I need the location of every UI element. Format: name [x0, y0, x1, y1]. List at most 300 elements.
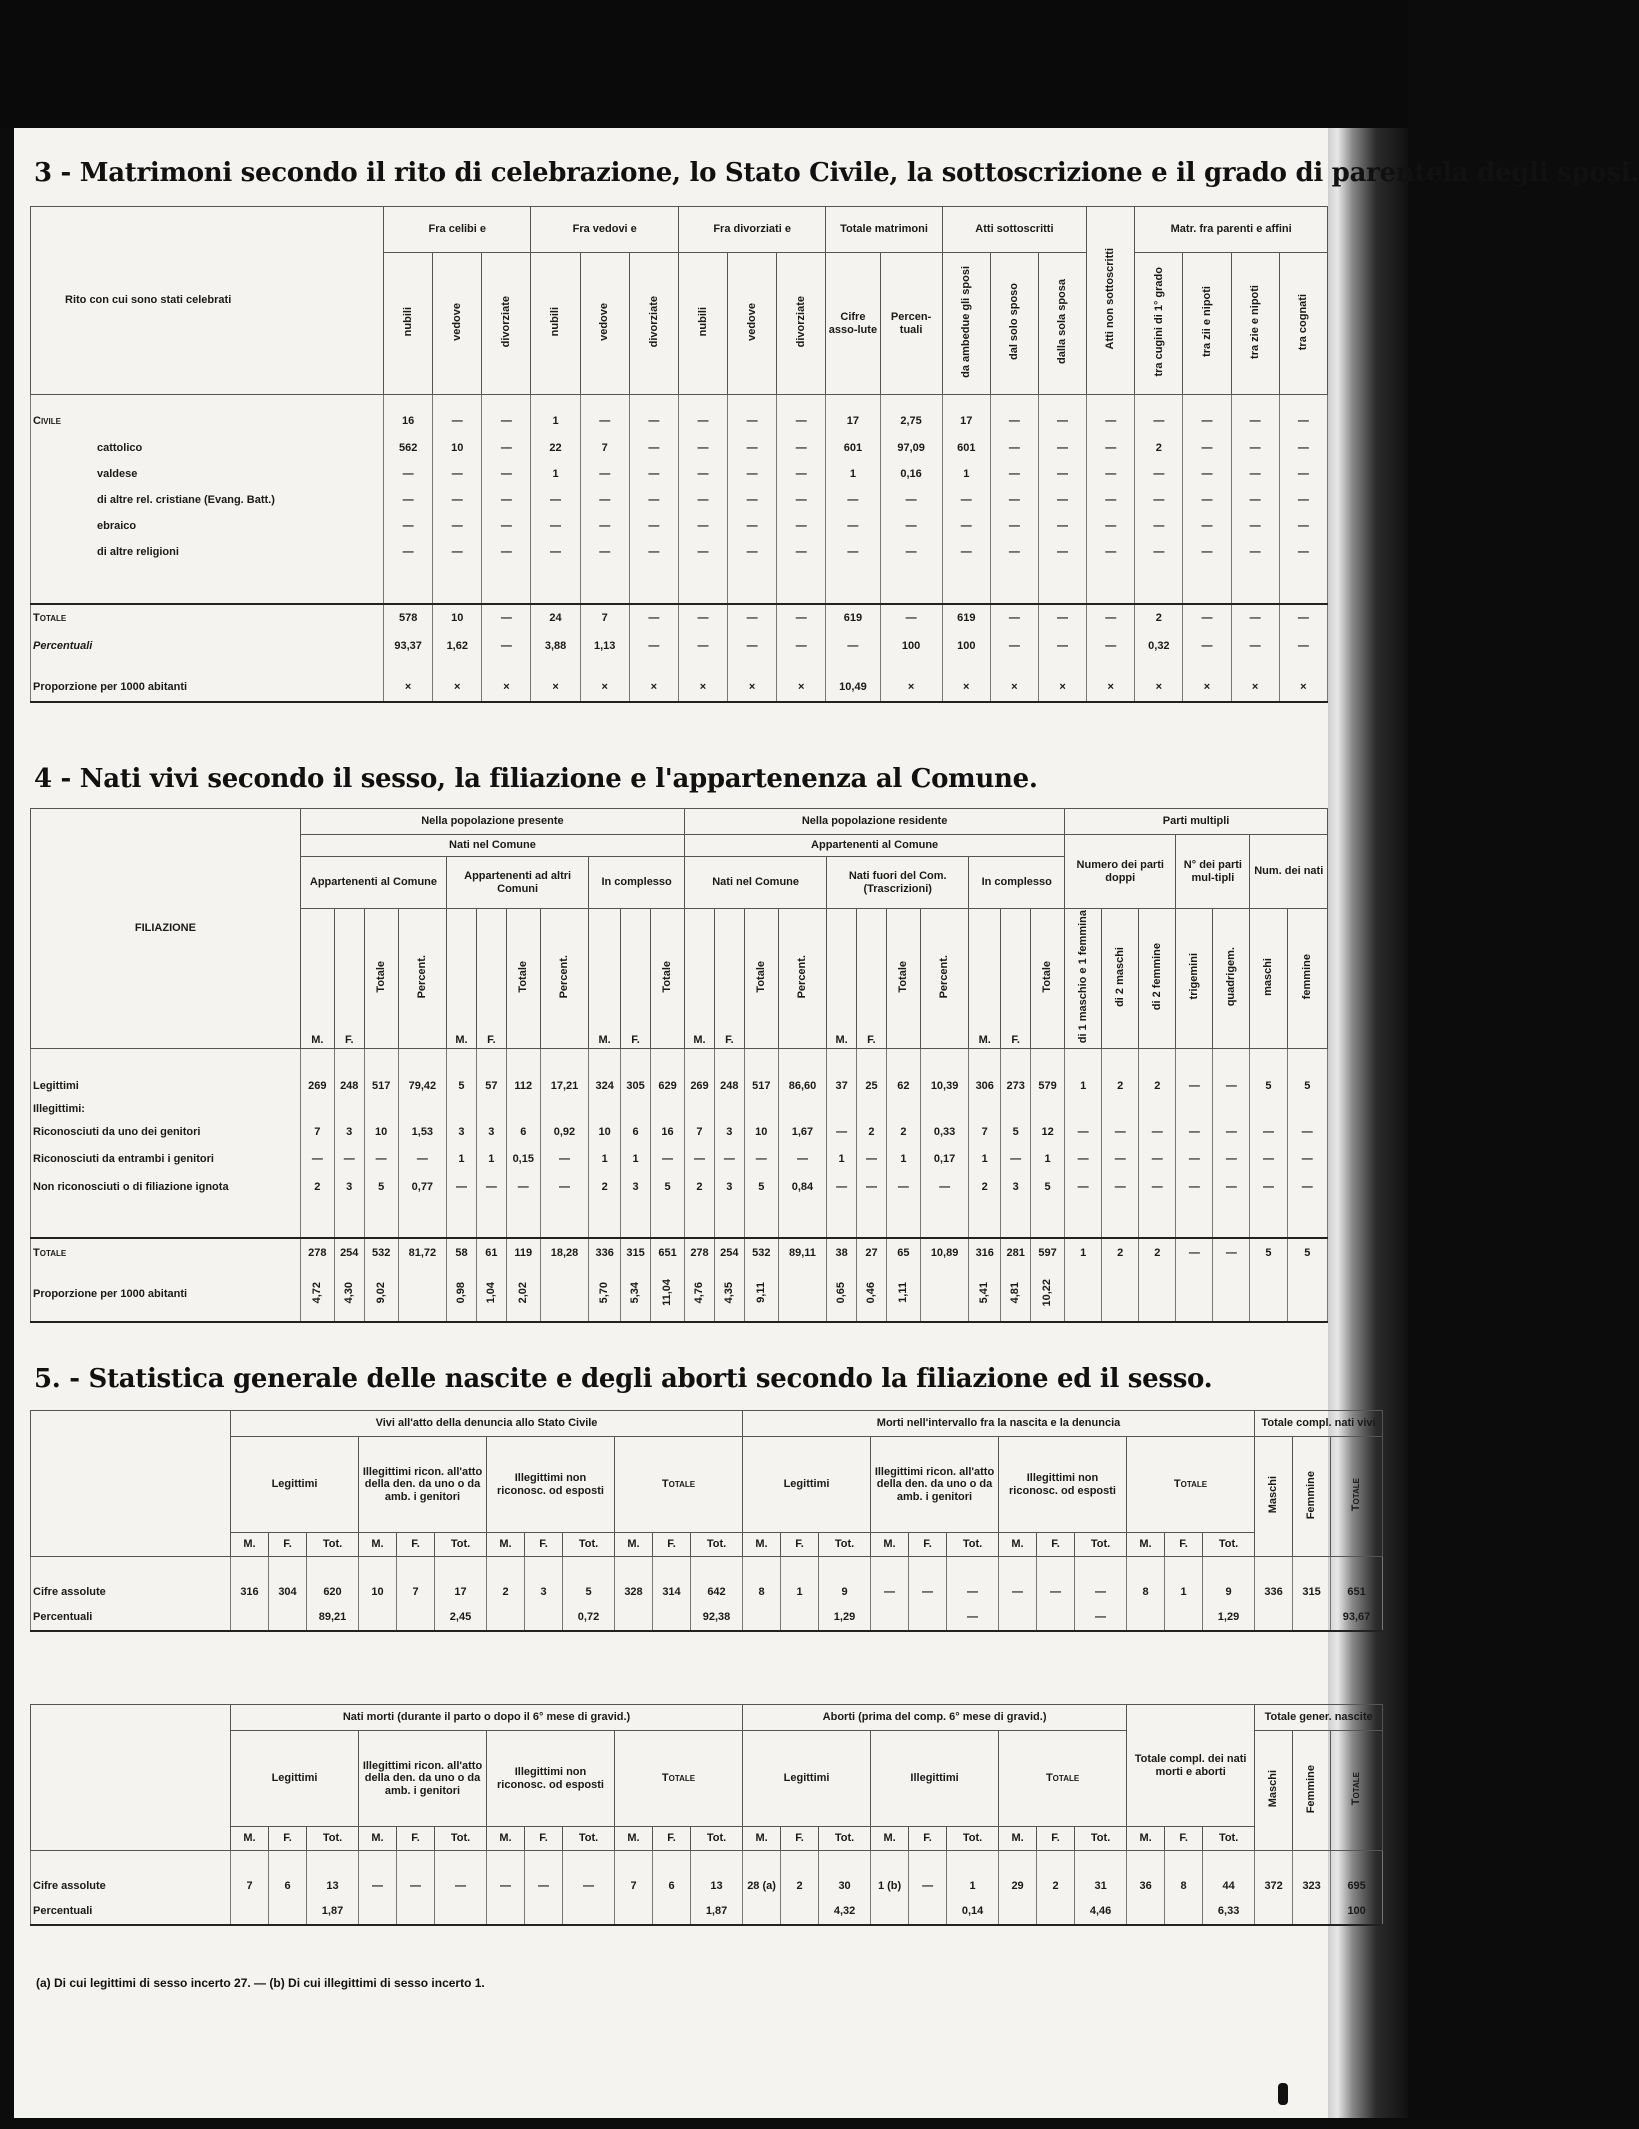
cell: 2 — [1102, 1238, 1139, 1268]
cell: — — [540, 1145, 588, 1173]
cell: — — [1038, 632, 1086, 660]
header-femmine-b: Femmine — [1293, 1731, 1331, 1851]
cell: — — [1183, 604, 1231, 632]
cell: 10,39 — [920, 1073, 968, 1099]
cell: — — [1287, 1119, 1327, 1145]
cell: × — [880, 674, 942, 702]
cell — [1250, 1268, 1287, 1322]
cell — [999, 1899, 1037, 1925]
cell: — — [1065, 1145, 1102, 1173]
cell: 5 — [1287, 1073, 1327, 1099]
cell: 0,15 — [506, 1145, 540, 1173]
cell: 58 — [447, 1238, 477, 1268]
cell — [269, 1899, 307, 1925]
table-row — [31, 1099, 1328, 1119]
cell: 29 — [999, 1873, 1037, 1899]
header-morti-intervallo: Morti nell'intervallo fra la nascita e la denuncia — [743, 1411, 1255, 1437]
s5-subheader: M. — [487, 1533, 525, 1557]
cell: 269 — [300, 1073, 334, 1099]
cell: — — [334, 1145, 364, 1173]
cell: 254 — [714, 1238, 744, 1268]
s4-subheader: Totale — [650, 909, 684, 1049]
cell — [398, 1268, 446, 1322]
header-legittimi-morti: Legittimi — [743, 1437, 871, 1533]
cell: × — [777, 674, 826, 702]
cell: — — [827, 1119, 857, 1145]
cell: — — [629, 461, 678, 487]
cell: 1 — [969, 1145, 1001, 1173]
header-totale-v-b: Totale — [1331, 1731, 1383, 1851]
cell: 5 — [1287, 1238, 1327, 1268]
cell: × — [1279, 674, 1327, 702]
cell — [397, 1899, 435, 1925]
cell: — — [1087, 461, 1135, 487]
header-nati-nel-comune-res: Nati nel Comune — [685, 857, 827, 909]
cell — [398, 1099, 446, 1119]
header-nati-morti: Nati morti (durante il parto o dopo il 6° mese di gravid.) — [231, 1705, 743, 1731]
row-label: Non riconosciuti o di filiazione ignota — [31, 1173, 301, 1201]
cell: 695 — [1331, 1873, 1383, 1899]
header-ill-non-morti: Illegittimi non riconosc. od esposti — [999, 1437, 1127, 1533]
cell: — — [990, 539, 1038, 565]
header-legittimi-a: Legittimi — [231, 1437, 359, 1533]
cell: — — [1213, 1173, 1250, 1201]
s4-subheader: Totale — [744, 909, 778, 1049]
cell: 61 — [476, 1238, 506, 1268]
cell — [1293, 1605, 1331, 1631]
table-row — [31, 604, 1328, 632]
group-celibi: Fra celibi e — [384, 207, 531, 253]
row-label: Cifre assolute — [31, 1873, 231, 1899]
cell: 17 — [435, 1579, 487, 1605]
header-ill-non-a: Illegittimi non riconosc. od esposti — [487, 1437, 615, 1533]
cell: 2,45 — [435, 1605, 487, 1631]
cell — [1213, 1268, 1250, 1322]
cell: 248 — [714, 1073, 744, 1099]
cell: — — [384, 461, 433, 487]
cell: — — [1135, 407, 1183, 435]
header-totale-morti: Totale — [1127, 1437, 1255, 1533]
cell — [909, 1899, 947, 1925]
cell: 597 — [1031, 1238, 1065, 1268]
cell: 10,49 — [826, 674, 880, 702]
cell: 4,30 — [334, 1268, 364, 1322]
cell: 254 — [334, 1238, 364, 1268]
s5-subheader: M. — [615, 1827, 653, 1851]
s4-subheader: di 2 maschi — [1102, 909, 1139, 1049]
table-row — [31, 1238, 1328, 1268]
cell: — — [1037, 1579, 1075, 1605]
row-label: Percentuali — [31, 1899, 231, 1925]
cell: 7 — [685, 1119, 715, 1145]
cell: 10 — [744, 1119, 778, 1145]
cell — [1255, 1605, 1293, 1631]
cell — [909, 1605, 947, 1631]
cell: — — [777, 604, 826, 632]
cell: 4,72 — [300, 1268, 334, 1322]
cell: — — [1135, 487, 1183, 513]
cell: 16 — [650, 1119, 684, 1145]
cell — [871, 1899, 909, 1925]
cell: 2 — [487, 1579, 525, 1605]
cell: — — [482, 513, 531, 539]
cell — [1165, 1605, 1203, 1631]
spacer — [31, 1557, 1383, 1580]
s5-subheader: F. — [781, 1827, 819, 1851]
s4-subheader: M. — [589, 909, 621, 1049]
cell: × — [1038, 674, 1086, 702]
table-row — [31, 1579, 1383, 1605]
spacer — [31, 1851, 1383, 1874]
cell: — — [1087, 539, 1135, 565]
table-row — [31, 513, 1328, 539]
cell: 532 — [364, 1238, 398, 1268]
cell: 0,33 — [920, 1119, 968, 1145]
cell: 3 — [714, 1173, 744, 1201]
cell: — — [629, 487, 678, 513]
cell: — — [482, 435, 531, 461]
cell: — — [433, 539, 482, 565]
cell: — — [1038, 539, 1086, 565]
cell: 7 — [397, 1579, 435, 1605]
cell — [1065, 1268, 1102, 1322]
cell: 1 — [886, 1145, 920, 1173]
row-label: Totale — [31, 1238, 301, 1268]
s3-subheader: vedove — [433, 253, 482, 395]
s5-subheader: M. — [1127, 1827, 1165, 1851]
cell: 13 — [307, 1873, 359, 1899]
s4-subheader: maschi — [1250, 909, 1287, 1049]
cell: — — [300, 1145, 334, 1173]
cell: 36 — [1127, 1873, 1165, 1899]
cell: × — [728, 674, 777, 702]
cell: 306 — [969, 1073, 1001, 1099]
cell: — — [563, 1873, 615, 1899]
cell: 8 — [1127, 1579, 1165, 1605]
header-totale-b: Totale — [615, 1731, 743, 1827]
cell: 372 — [1255, 1873, 1293, 1899]
cell: — — [1038, 435, 1086, 461]
cell: — — [947, 1605, 999, 1631]
cell: — — [714, 1145, 744, 1173]
cell: 1 — [942, 461, 990, 487]
cell: — — [1213, 1073, 1250, 1099]
cell: — — [1231, 461, 1279, 487]
section-3-title: 3 - Matrimoni secondo il rito di celebrazione, lo Stato Civile, la sottoscrizione e il grado di parentela degli sposi. — [34, 158, 1639, 188]
cell: 9 — [819, 1579, 871, 1605]
cell: 93,37 — [384, 632, 433, 660]
cell: — — [1075, 1605, 1127, 1631]
header-in-complesso: In complesso — [589, 857, 685, 909]
cell: 9 — [1203, 1579, 1255, 1605]
cell: 601 — [942, 435, 990, 461]
cell: 1,13 — [580, 632, 629, 660]
table-nati-vivi — [30, 808, 1328, 1323]
cell: 3,88 — [531, 632, 580, 660]
cell: — — [435, 1873, 487, 1899]
cell: × — [1087, 674, 1135, 702]
s5-subheader: M. — [359, 1533, 397, 1557]
header-appartenenti-comune-res: Appartenenti al Comune — [685, 835, 1065, 857]
header-totale-aborti: Totale — [999, 1731, 1127, 1827]
cell: — — [678, 435, 727, 461]
s5-subheader: M. — [999, 1827, 1037, 1851]
cell: — — [398, 1145, 446, 1173]
cell: 3 — [334, 1173, 364, 1201]
cell: 17 — [826, 407, 880, 435]
cell — [743, 1605, 781, 1631]
s4-subheader: F. — [476, 909, 506, 1049]
filiazione-header: FILIAZIONE — [31, 809, 301, 1049]
cell — [653, 1605, 691, 1631]
cell: — — [1087, 513, 1135, 539]
cell — [778, 1099, 826, 1119]
cell: 92,38 — [691, 1605, 743, 1631]
s3-subheader: dal solo sposo — [990, 253, 1038, 395]
cell: 3 — [525, 1579, 563, 1605]
cell: — — [1279, 435, 1327, 461]
s3-subheader: divorziate — [482, 253, 531, 395]
cell: 6,33 — [1203, 1899, 1255, 1925]
header-n-parti-multipli: N° dei parti mul-tipli — [1176, 835, 1250, 909]
cell: 0,98 — [447, 1268, 477, 1322]
cell — [1176, 1099, 1213, 1119]
row-label: Riconosciuti da uno dei genitori — [31, 1119, 301, 1145]
cell: 7 — [580, 604, 629, 632]
cell: 5,70 — [589, 1268, 621, 1322]
s5-subheader: M. — [871, 1827, 909, 1851]
cell — [615, 1899, 653, 1925]
cell: — — [728, 513, 777, 539]
s5-subheader: Tot. — [947, 1827, 999, 1851]
cell: — — [728, 407, 777, 435]
cell: 1 — [1065, 1238, 1102, 1268]
row-label: Legittimi — [31, 1073, 301, 1099]
cell: — — [1279, 407, 1327, 435]
cell: 3 — [714, 1119, 744, 1145]
cell: 281 — [1001, 1238, 1031, 1268]
cell: — — [580, 513, 629, 539]
cell: 38 — [827, 1238, 857, 1268]
cell: 10,22 — [1031, 1268, 1065, 1322]
cell: 11,04 — [650, 1268, 684, 1322]
cell: 0,14 — [947, 1899, 999, 1925]
cell: 1 — [531, 461, 580, 487]
cell: 1,87 — [307, 1899, 359, 1925]
s3-subheader: divorziate — [629, 253, 678, 395]
cell: — — [1287, 1145, 1327, 1173]
cell: — — [728, 435, 777, 461]
cell: 517 — [364, 1073, 398, 1099]
cell — [540, 1099, 588, 1119]
s5-subheader: F. — [653, 1827, 691, 1851]
s4-subheader: F. — [621, 909, 651, 1049]
s4-subheader: M. — [827, 909, 857, 1049]
cell: — — [1183, 513, 1231, 539]
cell: — — [990, 604, 1038, 632]
cell: 10 — [433, 604, 482, 632]
s3-subheader: tra cugini di 1° grado — [1135, 253, 1183, 395]
cell: 89,11 — [778, 1238, 826, 1268]
cell: — — [531, 513, 580, 539]
group-parenti-affini: Matr. fra parenti e affini — [1135, 207, 1328, 253]
cell: — — [1065, 1173, 1102, 1201]
cell: — — [580, 487, 629, 513]
cell — [334, 1099, 364, 1119]
cell: — — [531, 539, 580, 565]
cell — [1102, 1268, 1139, 1322]
cell: — — [384, 539, 433, 565]
row-label: di altre religioni — [31, 539, 384, 565]
cell — [359, 1605, 397, 1631]
cell: 44 — [1203, 1873, 1255, 1899]
cell — [487, 1899, 525, 1925]
cell: — — [482, 604, 531, 632]
cell: — — [1183, 632, 1231, 660]
cell: 1,53 — [398, 1119, 446, 1145]
cell: — — [1176, 1145, 1213, 1173]
cell: — — [433, 407, 482, 435]
cell: — — [826, 487, 880, 513]
cell: 9,02 — [364, 1268, 398, 1322]
table-row — [31, 1119, 1328, 1145]
cell: — — [1038, 513, 1086, 539]
page-mark — [1278, 2083, 1288, 2105]
scan-top-band — [0, 0, 1408, 128]
cell: 30 — [819, 1873, 871, 1899]
cell: — — [1279, 461, 1327, 487]
cell: — — [685, 1145, 715, 1173]
s4-subheader: Totale — [506, 909, 540, 1049]
cell: 9,11 — [744, 1268, 778, 1322]
cell: 2 — [969, 1173, 1001, 1201]
s5-subheader: Tot. — [1203, 1827, 1255, 1851]
cell: 3 — [621, 1173, 651, 1201]
cell: — — [1250, 1173, 1287, 1201]
cell — [1037, 1899, 1075, 1925]
header-nati-nel-comune: Nati nel Comune — [300, 835, 684, 857]
s5-subheader: Tot. — [691, 1827, 743, 1851]
cell: 119 — [506, 1238, 540, 1268]
cell — [1293, 1899, 1331, 1925]
header-num-nati: Num. dei nati — [1250, 835, 1328, 909]
s4-subheader: M. — [447, 909, 477, 1049]
cell — [1139, 1099, 1176, 1119]
cell: × — [629, 674, 678, 702]
cell: — — [777, 513, 826, 539]
cell: 79,42 — [398, 1073, 446, 1099]
cell: — — [880, 539, 942, 565]
header-popolazione-presente: Nella popolazione presente — [300, 809, 684, 835]
cell: — — [826, 632, 880, 660]
cell: 28 (a) — [743, 1873, 781, 1899]
cell: 57 — [476, 1073, 506, 1099]
cell — [621, 1099, 651, 1119]
cell: 4,46 — [1075, 1899, 1127, 1925]
table-row — [31, 1605, 1383, 1631]
s3-subheader: nubili — [678, 253, 727, 395]
cell: 619 — [826, 604, 880, 632]
cell: 601 — [826, 435, 880, 461]
cell: — — [1038, 487, 1086, 513]
header-aborti: Aborti (prima del comp. 6° mese di gravid.) — [743, 1705, 1127, 1731]
cell — [1139, 1268, 1176, 1322]
s3-subheader: nubili — [384, 253, 433, 395]
cell: × — [580, 674, 629, 702]
s5-subheader: F. — [781, 1533, 819, 1557]
cell: 93,67 — [1331, 1605, 1383, 1631]
cell: 0,84 — [778, 1173, 826, 1201]
cell: — — [487, 1873, 525, 1899]
cell: 1 — [1065, 1073, 1102, 1099]
s5-subheader: Tot. — [435, 1533, 487, 1557]
cell: — — [540, 1173, 588, 1201]
cell: 314 — [653, 1579, 691, 1605]
s4-subheader: Totale — [886, 909, 920, 1049]
s5-subheader: Tot. — [819, 1533, 871, 1557]
cell: 1 — [827, 1145, 857, 1173]
cell: 1,11 — [886, 1268, 920, 1322]
cell: — — [482, 632, 531, 660]
row-label: Percentuali — [31, 632, 384, 660]
cell: 278 — [300, 1238, 334, 1268]
cell: 18,28 — [540, 1238, 588, 1268]
cell: 248 — [334, 1073, 364, 1099]
cell: 2 — [300, 1173, 334, 1201]
cell: 62 — [886, 1073, 920, 1099]
s3-subheader: nubili — [531, 253, 580, 395]
cell — [1037, 1605, 1075, 1631]
cell: — — [1231, 407, 1279, 435]
cell: — — [990, 461, 1038, 487]
cell: 89,21 — [307, 1605, 359, 1631]
cell: 1,29 — [1203, 1605, 1255, 1631]
cell: 651 — [650, 1238, 684, 1268]
cell: 2 — [1135, 604, 1183, 632]
cell — [1102, 1099, 1139, 1119]
cell — [525, 1899, 563, 1925]
s3-subheader: tra zie e nipoti — [1231, 253, 1279, 395]
group-atti-sottoscritti: Atti sottoscritti — [942, 207, 1086, 253]
cell: 2,02 — [506, 1268, 540, 1322]
cell: — — [1250, 1119, 1287, 1145]
cell: — — [1176, 1238, 1213, 1268]
s4-subheader: F. — [714, 909, 744, 1049]
cell: 5,41 — [969, 1268, 1001, 1322]
cell: — — [580, 407, 629, 435]
table-row — [31, 1899, 1383, 1925]
s4-subheader: di 1 maschio e 1 femmina — [1065, 909, 1102, 1049]
cell: 619 — [942, 604, 990, 632]
cell — [781, 1605, 819, 1631]
cell: 0,16 — [880, 461, 942, 487]
s5-subheader: F. — [269, 1827, 307, 1851]
cell: — — [1087, 407, 1135, 435]
cell: — — [990, 513, 1038, 539]
cell: — — [990, 632, 1038, 660]
cell: 25 — [857, 1073, 887, 1099]
cell — [778, 1268, 826, 1322]
cell: — — [384, 487, 433, 513]
cell: — — [857, 1173, 887, 1201]
cell: 517 — [744, 1073, 778, 1099]
cell: 5 — [447, 1073, 477, 1099]
cell: — — [1213, 1119, 1250, 1145]
s5-subheader: M. — [615, 1533, 653, 1557]
cell: — — [482, 539, 531, 565]
cell: — — [525, 1873, 563, 1899]
cell: 629 — [650, 1073, 684, 1099]
